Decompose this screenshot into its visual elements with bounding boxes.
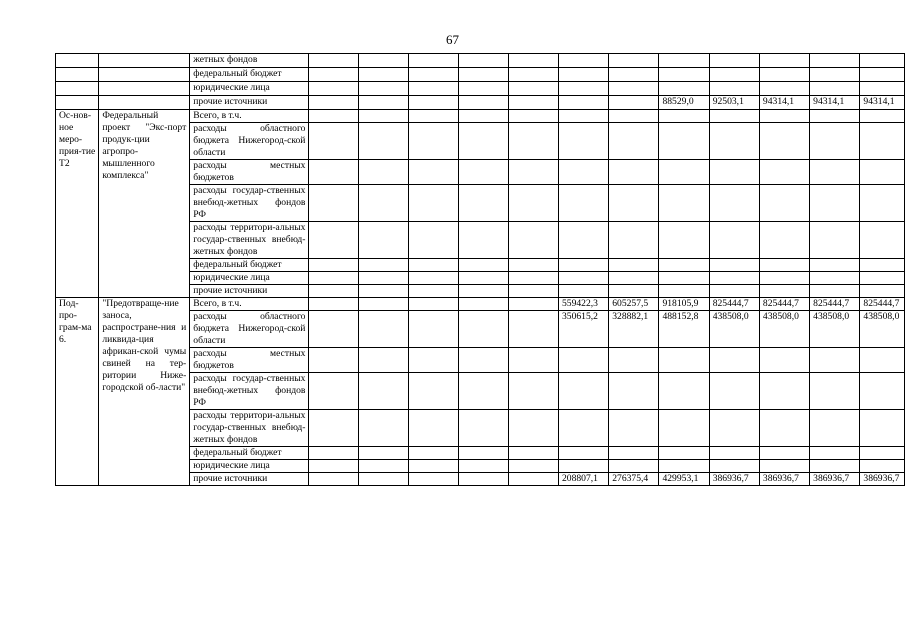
value-cell (609, 410, 659, 447)
value-cell (309, 54, 359, 68)
value-cell: 825444,7 (709, 298, 759, 311)
value-cell (609, 259, 659, 272)
value-cell (759, 68, 809, 82)
value-cell (659, 123, 709, 160)
value-cell (309, 82, 359, 96)
value-cell (409, 110, 459, 123)
budget-table (55, 53, 905, 486)
value-cell (359, 447, 409, 460)
source-label: юридические лица (190, 82, 309, 96)
value-cell (359, 123, 409, 160)
category-cell (56, 54, 99, 68)
value-cell: 276375,4 (609, 473, 659, 486)
value-cell (459, 68, 509, 82)
value-cell (860, 373, 905, 410)
value-cell (759, 410, 809, 447)
source-label: прочие источники (190, 473, 309, 486)
block-t2-category: Ос-нов-ное меро-прия-тие Т2 (56, 110, 99, 298)
source-label: расходы областного бюджета Нижегород-ской области (190, 311, 309, 348)
value-cell: 825444,7 (810, 298, 860, 311)
value-cell: 438508,0 (810, 311, 860, 348)
value-cell (309, 460, 359, 473)
value-cell (409, 185, 459, 222)
source-label: прочие источники (190, 96, 309, 110)
value-cell (659, 68, 709, 82)
value-cell (709, 54, 759, 68)
value-cell (509, 311, 559, 348)
value-cell (359, 272, 409, 285)
value-cell (558, 373, 608, 410)
value-cell (309, 123, 359, 160)
value-cell (759, 123, 809, 160)
value-cell (409, 259, 459, 272)
value-cell (409, 285, 459, 298)
value-cell: 825444,7 (860, 298, 905, 311)
value-cell (459, 272, 509, 285)
value-cell (558, 82, 608, 96)
value-cell (459, 348, 509, 373)
value-cell (709, 373, 759, 410)
value-cell (558, 160, 608, 185)
value-cell (759, 54, 809, 68)
value-cell: 438508,0 (759, 311, 809, 348)
value-cell (558, 68, 608, 82)
value-cell (409, 473, 459, 486)
value-cell (359, 54, 409, 68)
value-cell (609, 348, 659, 373)
value-cell: 94314,1 (810, 96, 860, 110)
value-cell: 825444,7 (759, 298, 809, 311)
value-cell (409, 298, 459, 311)
value-cell (558, 460, 608, 473)
value-cell (659, 82, 709, 96)
table-row (56, 96, 905, 110)
value-cell (509, 348, 559, 373)
value-cell (759, 160, 809, 185)
source-label: прочие источники (190, 285, 309, 298)
value-cell (709, 123, 759, 160)
value-cell (609, 185, 659, 222)
value-cell (359, 259, 409, 272)
value-cell (309, 185, 359, 222)
value-cell (509, 68, 559, 82)
source-label: расходы территори-альных государ-ственных внебюд-жетных фондов (190, 222, 309, 259)
value-cell (659, 259, 709, 272)
value-cell (409, 96, 459, 110)
value-cell (659, 447, 709, 460)
source-label: расходы местных бюджетов (190, 348, 309, 373)
value-cell (860, 222, 905, 259)
value-cell (860, 348, 905, 373)
value-cell (309, 68, 359, 82)
value-cell (709, 160, 759, 185)
value-cell: 488152,8 (659, 311, 709, 348)
value-cell (359, 160, 409, 185)
value-cell (459, 298, 509, 311)
name-cell (99, 82, 190, 96)
source-label: расходы государ-ственных внебюд-жетных фондов РФ (190, 185, 309, 222)
value-cell (810, 68, 860, 82)
value-cell (509, 460, 559, 473)
value-cell (759, 185, 809, 222)
value-cell (659, 410, 709, 447)
value-cell (709, 460, 759, 473)
value-cell (659, 110, 709, 123)
value-cell (609, 160, 659, 185)
value-cell (359, 373, 409, 410)
value-cell: 438508,0 (860, 311, 905, 348)
value-cell (359, 68, 409, 82)
value-cell (659, 185, 709, 222)
value-cell: 559422,3 (558, 298, 608, 311)
value-cell (309, 348, 359, 373)
value-cell (409, 410, 459, 447)
value-cell (810, 259, 860, 272)
value-cell (558, 123, 608, 160)
value-cell (609, 123, 659, 160)
value-cell (709, 82, 759, 96)
page-number: 67 (446, 32, 459, 47)
value-cell: 386936,7 (759, 473, 809, 486)
table-row (56, 54, 905, 68)
value-cell (659, 460, 709, 473)
value-cell (409, 222, 459, 259)
value-cell (810, 123, 860, 160)
value-cell (759, 259, 809, 272)
value-cell (509, 259, 559, 272)
block-p6-category: Под-про-грам-ма 6. (56, 298, 99, 486)
value-cell (459, 311, 509, 348)
value-cell (810, 410, 860, 447)
value-cell (709, 285, 759, 298)
value-cell (558, 272, 608, 285)
value-cell (459, 54, 509, 68)
value-cell (860, 259, 905, 272)
value-cell (359, 410, 409, 447)
value-cell (359, 460, 409, 473)
value-cell (860, 285, 905, 298)
value-cell (309, 447, 359, 460)
value-cell (558, 96, 608, 110)
value-cell (509, 373, 559, 410)
value-cell: 438508,0 (709, 311, 759, 348)
source-label: жетных фондов (190, 54, 309, 68)
value-cell (759, 373, 809, 410)
value-cell (359, 222, 409, 259)
table-row (56, 110, 905, 123)
value-cell (409, 160, 459, 185)
value-cell (359, 311, 409, 348)
source-label: федеральный бюджет (190, 259, 309, 272)
value-cell (459, 110, 509, 123)
value-cell (459, 285, 509, 298)
value-cell (558, 447, 608, 460)
value-cell (509, 222, 559, 259)
value-cell (459, 185, 509, 222)
value-cell (810, 110, 860, 123)
value-cell: 386936,7 (709, 473, 759, 486)
value-cell (558, 110, 608, 123)
value-cell (409, 447, 459, 460)
table-row (56, 298, 905, 311)
value-cell (409, 123, 459, 160)
value-cell (459, 410, 509, 447)
value-cell (359, 348, 409, 373)
value-cell (509, 160, 559, 185)
value-cell (810, 285, 860, 298)
value-cell (860, 410, 905, 447)
value-cell (409, 460, 459, 473)
table-row (56, 82, 905, 96)
value-cell (609, 272, 659, 285)
value-cell (459, 160, 509, 185)
value-cell (359, 473, 409, 486)
value-cell (860, 447, 905, 460)
source-label: федеральный бюджет (190, 447, 309, 460)
value-cell: 605257,5 (609, 298, 659, 311)
value-cell (810, 348, 860, 373)
value-cell (860, 160, 905, 185)
value-cell (810, 447, 860, 460)
value-cell (810, 222, 860, 259)
value-cell (860, 110, 905, 123)
value-cell (759, 110, 809, 123)
value-cell (860, 123, 905, 160)
source-label: расходы территори-альных государ-ственных внебюд-жетных фондов (190, 410, 309, 447)
value-cell (759, 447, 809, 460)
value-cell (459, 96, 509, 110)
value-cell (860, 185, 905, 222)
value-cell (609, 110, 659, 123)
value-cell (409, 373, 459, 410)
value-cell (409, 82, 459, 96)
table-row (56, 68, 905, 82)
value-cell (709, 348, 759, 373)
value-cell (509, 185, 559, 222)
value-cell (459, 222, 509, 259)
category-cell (56, 96, 99, 110)
value-cell (759, 222, 809, 259)
source-label: федеральный бюджет (190, 68, 309, 82)
value-cell (509, 272, 559, 285)
value-cell (309, 410, 359, 447)
value-cell (509, 410, 559, 447)
value-cell (309, 160, 359, 185)
value-cell (759, 348, 809, 373)
category-cell (56, 68, 99, 82)
value-cell: 208807,1 (558, 473, 608, 486)
value-cell (810, 82, 860, 96)
value-cell (509, 473, 559, 486)
value-cell (359, 96, 409, 110)
value-cell (659, 373, 709, 410)
value-cell (309, 473, 359, 486)
value-cell (709, 447, 759, 460)
name-cell (99, 54, 190, 68)
value-cell (459, 447, 509, 460)
value-cell (359, 82, 409, 96)
value-cell (659, 348, 709, 373)
value-cell (509, 110, 559, 123)
value-cell (309, 298, 359, 311)
value-cell (558, 222, 608, 259)
value-cell (459, 473, 509, 486)
value-cell (509, 285, 559, 298)
value-cell (609, 222, 659, 259)
value-cell (609, 447, 659, 460)
value-cell (309, 373, 359, 410)
source-label: Всего, в т.ч. (190, 298, 309, 311)
value-cell (659, 160, 709, 185)
value-cell (309, 222, 359, 259)
value-cell (509, 447, 559, 460)
value-cell (558, 285, 608, 298)
value-cell (659, 285, 709, 298)
table-body (56, 54, 905, 486)
block-p6-name: "Предотвраще-ние заноса, распростране-ния и ликвида-ция африкан-ской чумы свиней на тер-ритории Ниже-городской об-ласти" (99, 298, 190, 486)
value-cell (509, 54, 559, 68)
value-cell (609, 373, 659, 410)
value-cell (309, 259, 359, 272)
value-cell (609, 54, 659, 68)
block-t2-name: Федеральный проект "Экс-порт продук-ции агропро-мышленного комплекса" (99, 110, 190, 298)
value-cell (810, 185, 860, 222)
value-cell (810, 54, 860, 68)
value-cell (810, 460, 860, 473)
value-cell: 92503,1 (709, 96, 759, 110)
value-cell (659, 222, 709, 259)
value-cell (659, 272, 709, 285)
value-cell (759, 272, 809, 285)
value-cell (359, 285, 409, 298)
value-cell (609, 82, 659, 96)
value-cell (810, 272, 860, 285)
value-cell (459, 460, 509, 473)
value-cell: 94314,1 (759, 96, 809, 110)
value-cell: 350615,2 (558, 311, 608, 348)
value-cell (709, 272, 759, 285)
value-cell (409, 311, 459, 348)
value-cell: 386936,7 (810, 473, 860, 486)
source-label: юридические лица (190, 460, 309, 473)
value-cell (810, 160, 860, 185)
value-cell (409, 348, 459, 373)
value-cell: 918105,9 (659, 298, 709, 311)
value-cell: 94314,1 (860, 96, 905, 110)
value-cell (709, 68, 759, 82)
value-cell (309, 272, 359, 285)
value-cell (759, 82, 809, 96)
value-cell (459, 82, 509, 96)
value-cell (860, 54, 905, 68)
value-cell (860, 460, 905, 473)
value-cell (709, 110, 759, 123)
value-cell (509, 298, 559, 311)
value-cell (860, 82, 905, 96)
value-cell (759, 285, 809, 298)
value-cell (309, 110, 359, 123)
category-cell (56, 82, 99, 96)
value-cell (409, 54, 459, 68)
name-cell (99, 68, 190, 82)
value-cell (509, 123, 559, 160)
value-cell (609, 68, 659, 82)
value-cell (558, 259, 608, 272)
value-cell (309, 311, 359, 348)
name-cell (99, 96, 190, 110)
value-cell (609, 285, 659, 298)
value-cell: 429953,1 (659, 473, 709, 486)
value-cell (459, 373, 509, 410)
value-cell (409, 68, 459, 82)
value-cell (759, 460, 809, 473)
source-label: расходы областного бюджета Нижегород-ской области (190, 123, 309, 160)
source-label: расходы государ-ственных внебюд-жетных фондов РФ (190, 373, 309, 410)
value-cell (409, 272, 459, 285)
value-cell (309, 96, 359, 110)
value-cell (309, 285, 359, 298)
value-cell (359, 110, 409, 123)
value-cell (709, 222, 759, 259)
value-cell (558, 348, 608, 373)
value-cell (810, 373, 860, 410)
value-cell (509, 82, 559, 96)
value-cell (860, 272, 905, 285)
value-cell (709, 185, 759, 222)
value-cell: 386936,7 (860, 473, 905, 486)
value-cell (659, 54, 709, 68)
value-cell: 88529,0 (659, 96, 709, 110)
value-cell (558, 185, 608, 222)
value-cell (558, 54, 608, 68)
value-cell (609, 460, 659, 473)
source-label: юридические лица (190, 272, 309, 285)
source-label: Всего, в т.ч. (190, 110, 309, 123)
value-cell (609, 96, 659, 110)
value-cell (509, 96, 559, 110)
value-cell (459, 123, 509, 160)
value-cell (860, 68, 905, 82)
value-cell (359, 185, 409, 222)
source-label: расходы местных бюджетов (190, 160, 309, 185)
value-cell (709, 410, 759, 447)
value-cell (459, 259, 509, 272)
value-cell: 328882,1 (609, 311, 659, 348)
value-cell (558, 410, 608, 447)
value-cell (359, 298, 409, 311)
value-cell (709, 259, 759, 272)
